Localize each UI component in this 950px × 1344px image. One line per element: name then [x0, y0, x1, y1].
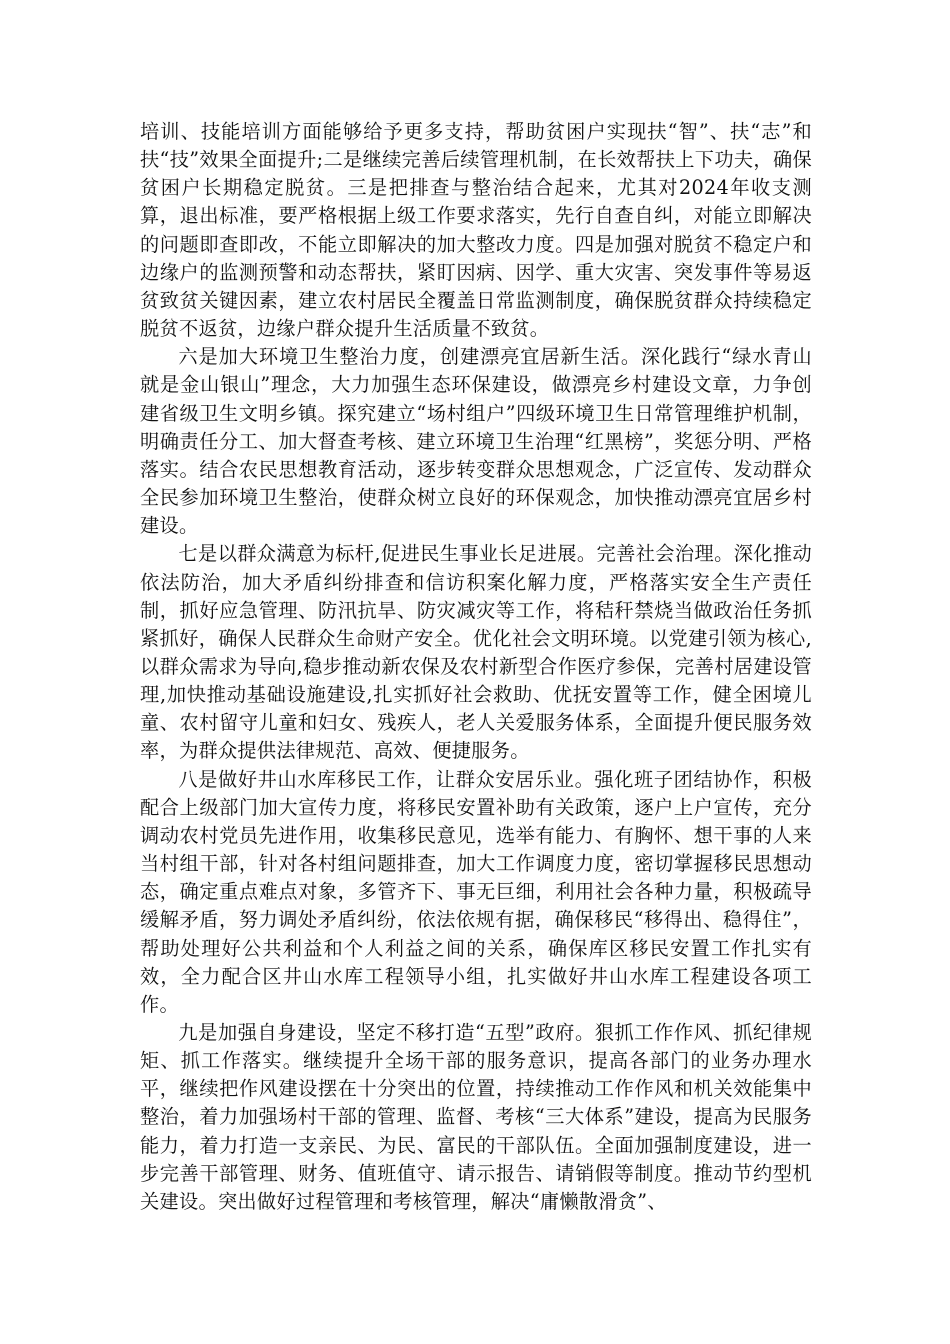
paragraph-seven-livelihood: 七是以群众满意为标杆,促进民生事业长足进展。完善社会治理。深化推动依法防治，加大矛盾纠纷排查和信访积案化解力度，严格落实安全生产责任制，抓好应急管理、防汛抗旱、防灾减灾等工作，将秸秆禁烧当做政治任务抓紧抓好，确保人民群众生命财产安全。优化社会文明环境。以党建引领为核心,以群众需求为导向,稳步推动新农保及农村新型合作医疗参保，完善村居建设管理,加快推动基础设施建设,扎实抓好社会救助、优抚安置等工作，健全困境儿童、农村留守儿童和妇女、残疾人，老人关爱服务体系，全面提升便民服务效率，为群众提供法律规范、高效、便捷服务。: [140, 542, 812, 763]
paragraph-six-environment: 六是加大环境卫生整治力度，创建漂亮宜居新生活。深化践行“绿水青山就是金山银山”理念，大力加强生态环保建设，做漂亮乡村建设文章，力争创建省级卫生文明乡镇。探究建立“场村组户”四级环境卫生日常管理维护机制，明确责任分工、加大督查考核、建立环境卫生治理“红黑榜”，奖惩分明、严格落实。结合农民思想教育活动，逐步转变群众思想观念，广泛宣传、发动群众全民参加环境卫生整治，使群众树立良好的环保观念，加快推动漂亮宜居乡村建设。: [140, 345, 812, 538]
paragraph-poverty-alleviation: 培训、技能培训方面能够给予更多支持，帮助贫困户实现扶“智”、扶“志”和扶“技”效果全面提升;二是继续完善后续管理机制，在长效帮扶上下功夫，确保贫困户长期稳定脱贫。三是把排查与整治结合起来，尤其对2024年收支测算，退出标准，要严格根据上级工作要求落实，先行自查自纠，对能立即解决的问题即查即改，不能立即解决的加大整改力度。四是加强对脱贫不稳定户和边缘户的监测预警和动态帮扶，紧盯因病、因学、重大灾害、突发事件等易返贫致贫关键因素，建立农村居民全覆盖日常监测制度，确保脱贫群众持续稳定脱贫不返贫，边缘户群众提升生活质量不致贫。: [140, 120, 812, 341]
body-text: [140, 118, 812, 1216]
paragraph-nine-self-building: 九是加强自身建设，坚定不移打造“五型”政府。狠抓工作作风、抓纪律规矩、抓工作落实。继续提升全场干部的服务意识，提高各部门的业务办理水平，继续把作风建设摆在十分突出的位置，持续推动工作作风和机关效能集中整治，着力加强场村干部的管理、监督、考核“三大体系”建设，提高为民服务能力，着力打造一支亲民、为民、富民的干部队伍。全面加强制度建设，进一步完善干部管理、财务、值班值守、请示报告、请销假等制度。推动节约型机关建设。突出做好过程管理和考核管理，解决“庸懒散滑贪”、: [140, 1021, 812, 1213]
paragraph-eight-resettlement: 八是做好井山水库移民工作，让群众安居乐业。强化班子团结协作，积极配合上级部门加大宣传力度，将移民安置补助有关政策，逐户上户宣传，充分调动农村党员先进作用，收集移民意见，选举有能力、有胸怀、想干事的人来当村组干部，针对各村组问题排查，加大工作调度力度，密切掌握移民思想动态，确定重点难点对象，多管齐下、事无巨细，利用社会各种力量，积极疏导缓解矛盾，努力调处矛盾纠纷，依法依规有据，确保移民“移得出、稳得住”，帮助处理好公共利益和个人利益之间的关系，确保库区移民安置工作扎实有效，全力配合区井山水库工程领导小组，扎实做好井山水库工程建设各项工作。: [140, 767, 812, 1016]
